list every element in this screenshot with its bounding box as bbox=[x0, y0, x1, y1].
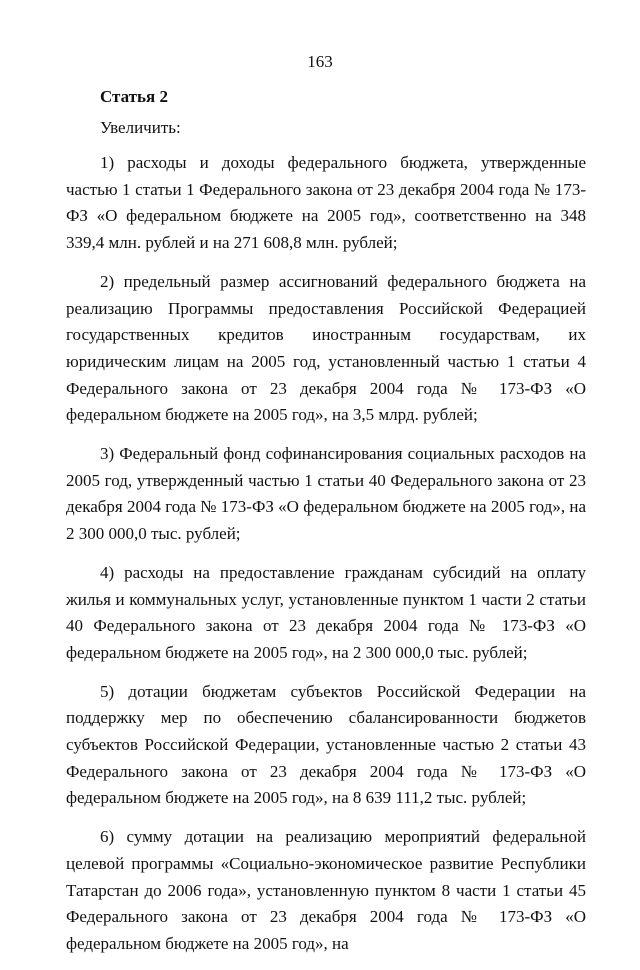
article-item-4: 4) расходы на предоставление гражданам субсидий на оплату жилья и коммунальных услуг, установленные пунктом 1 части 2 статьи 40 Федерального закона от 23 декабря 2004 года № 173-ФЗ «О федеральном бюджете на 2005 год», на 2 300 000,0 тыс. рублей; bbox=[66, 562, 586, 662]
article-item-2: 2) предельный размер ассигнований федерального бюджета на реализацию Программы предоставления Российской Федерацией государственных кредитов иностранным государствам, их юридическим лицам на 2005 год, установленный частью 1 статьи 4 Федерального закона от 23 декабря 2004 года № 173-ФЗ «О федеральном бюджете на 2005 год», на 3,5 млрд. рублей; bbox=[66, 271, 586, 425]
article-item-5: 5) дотации бюджетам субъектов Российской Федерации на поддержку мер по обеспечению сбалансированности бюджетов субъектов Российской Федерации, установленные частью 2 статьи 43 Федерального закона от 23 декабря 2004 года № 173-ФЗ «О федеральном бюджете на 2005 год», на 8 639 111,2 тыс. рублей; bbox=[66, 681, 586, 808]
article-item-6: 6) сумму дотации на реализацию мероприятий федеральной целевой программы «Социально-экономическое развитие Республики Татарстан до 2006 года», установленную пунктом 8 части 1 статьи 45 Федерального закона от 23 декабря 2004 года № 173-ФЗ «О федеральном бюджете на 2005 год», на bbox=[66, 827, 586, 953]
article-intro: Увеличить: bbox=[100, 118, 181, 137]
article-items bbox=[66, 150, 586, 970]
article-item-1: 1) расходы и доходы федерального бюджета, утвержденные частью 1 статьи 1 Федерального закона от 23 декабря 2004 года № 173-ФЗ «О федеральном бюджете на 2005 год», соответственно на 348 339,4 млн. рублей и на 271 608,8 млн. рублей; bbox=[66, 153, 586, 253]
page-number: 163 bbox=[307, 52, 333, 71]
article-item-3: 3) Федеральный фонд софинансирования социальных расходов на 2005 год, утвержденный частью 1 статьи 40 Федерального закона от 23 декабря 2004 года № 173-ФЗ «О федеральном бюджете на 2005 год», на 2 300 000,0 тыс. рублей; bbox=[66, 444, 586, 544]
article-title: Статья 2 bbox=[100, 87, 168, 106]
